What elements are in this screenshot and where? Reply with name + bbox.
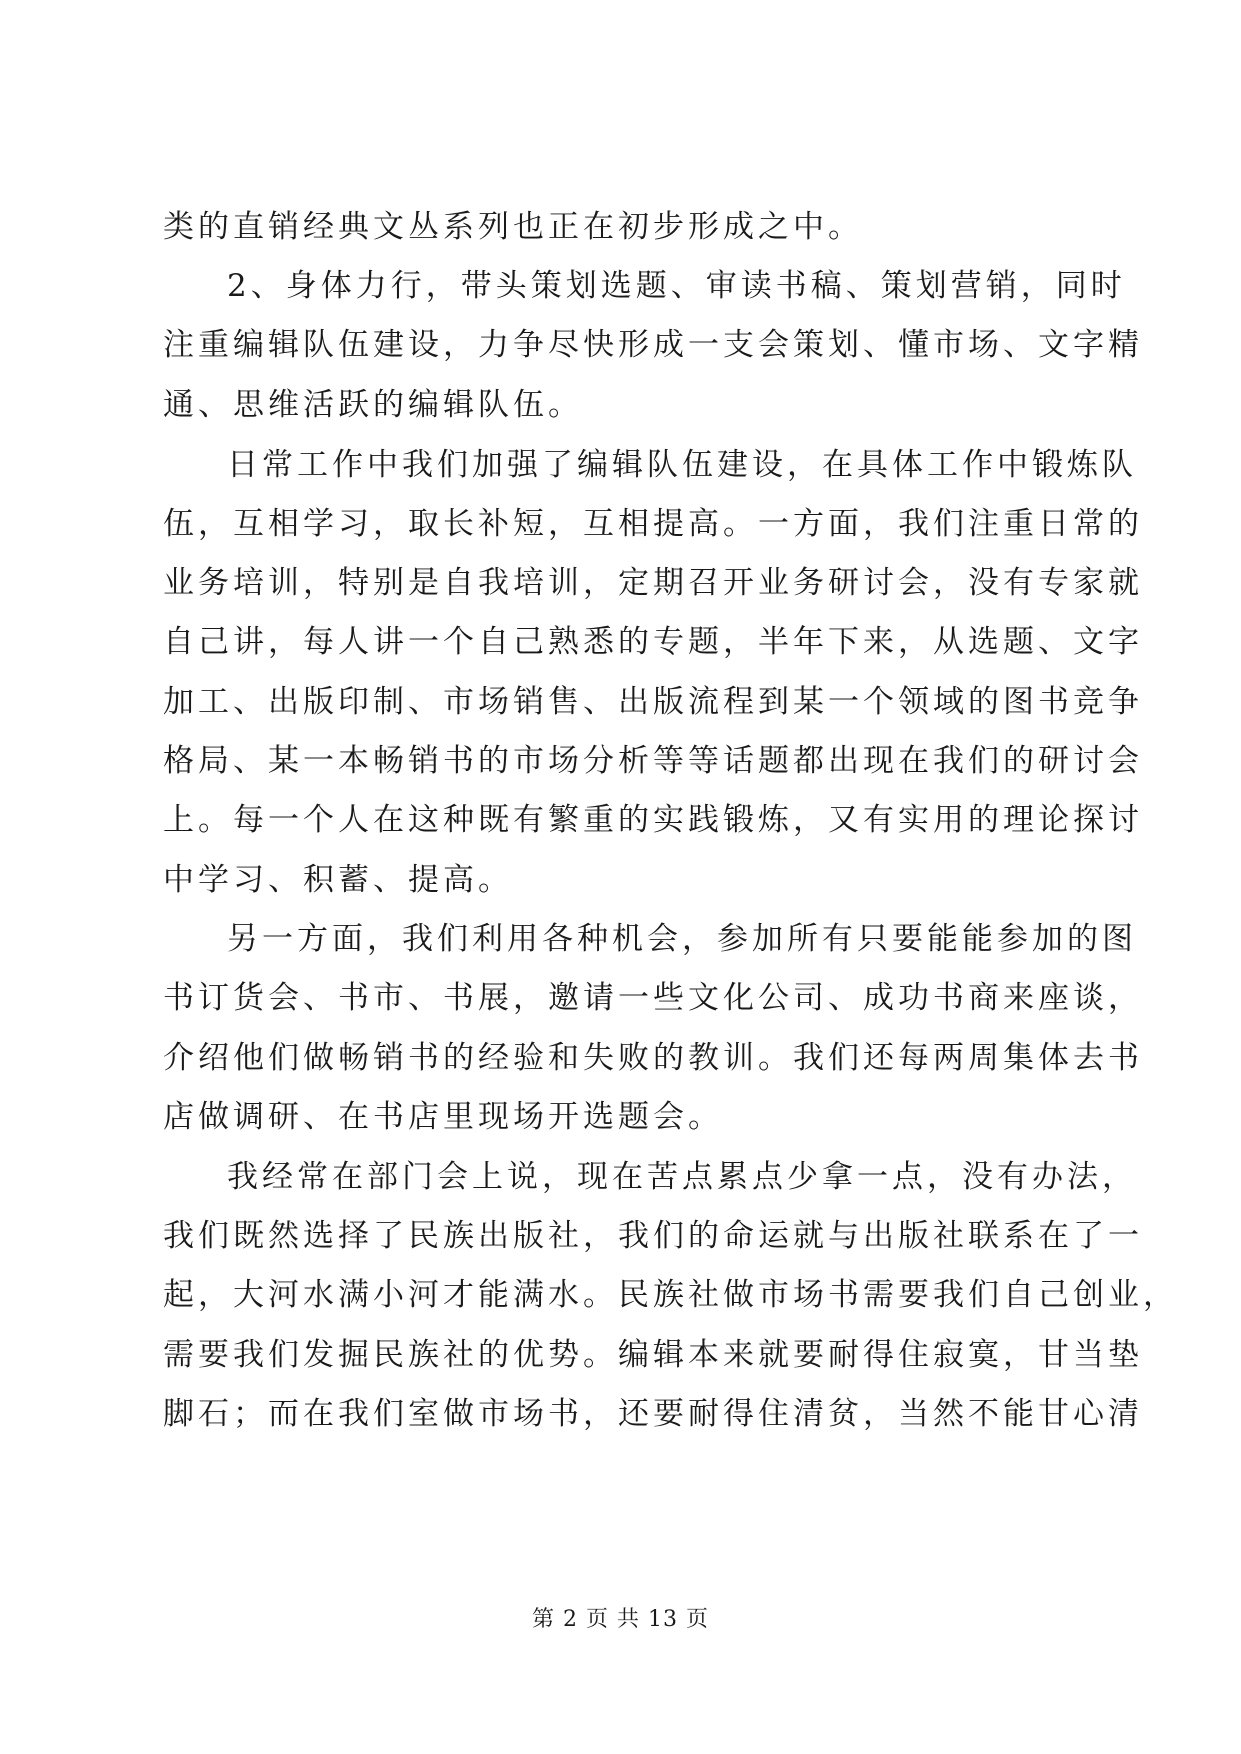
text-line: 2、身体力行，带头策划选题、审读书稿、策划营销，同时	[227, 268, 1126, 304]
text-line: 通、思维活跃的编辑队伍。	[163, 387, 583, 423]
text-line: 日常工作中我们加强了编辑队伍建设，在具体工作中锻炼队	[227, 447, 1137, 483]
text-line: 格局、某一本畅销书的市场分析等等话题都出现在我们的研讨会	[163, 743, 1143, 779]
text-line: 另一方面，我们利用各种机会，参加所有只要能能参加的图	[227, 921, 1137, 957]
text-line: 店做调研、在书店里现场开选题会。	[163, 1099, 723, 1135]
text-line: 需要我们发掘民族社的优势。编辑本来就要耐得住寂寞，甘当垫	[163, 1337, 1143, 1373]
text-line: 我们既然选择了民族出版社，我们的命运就与出版社联系在了一	[163, 1218, 1143, 1254]
text-line: 介绍他们做畅销书的经验和失败的教训。我们还每两周集体去书	[163, 1040, 1143, 1076]
text-line: 伍，互相学习，取长补短，互相提高。一方面，我们注重日常的	[163, 506, 1143, 542]
page-number-footer: 第 2 页 共 13 页	[532, 1607, 709, 1632]
text-line: 类的直销经典文丛系列也正在初步形成之中。	[163, 209, 863, 245]
text-line: 书订货会、书市、书展，邀请一些文化公司、成功书商来座谈，	[163, 980, 1143, 1016]
text-line: 上。每一个人在这种既有繁重的实践锻炼，又有实用的理论探讨	[163, 802, 1143, 838]
text-line: 注重编辑队伍建设，力争尽快形成一支会策划、懂市场、文字精	[163, 327, 1143, 363]
text-line: 加工、出版印制、市场销售、出版流程到某一个领域的图书竞争	[163, 684, 1143, 720]
text-line: 业务培训，特别是自我培训，定期召开业务研讨会，没有专家就	[163, 565, 1143, 601]
text-line: 自己讲，每人讲一个自己熟悉的专题，半年下来，从选题、文字	[163, 624, 1143, 660]
text-line: 我经常在部门会上说，现在苦点累点少拿一点，没有办法，	[227, 1159, 1137, 1195]
text-line: 脚石；而在我们室做市场书，还要耐得住清贫，当然不能甘心清	[163, 1396, 1143, 1432]
text-line: 起，大河水满小河才能满水。民族社做市场书需要我们自己创业，	[163, 1277, 1178, 1313]
text-line: 中学习、积蓄、提高。	[163, 862, 513, 898]
